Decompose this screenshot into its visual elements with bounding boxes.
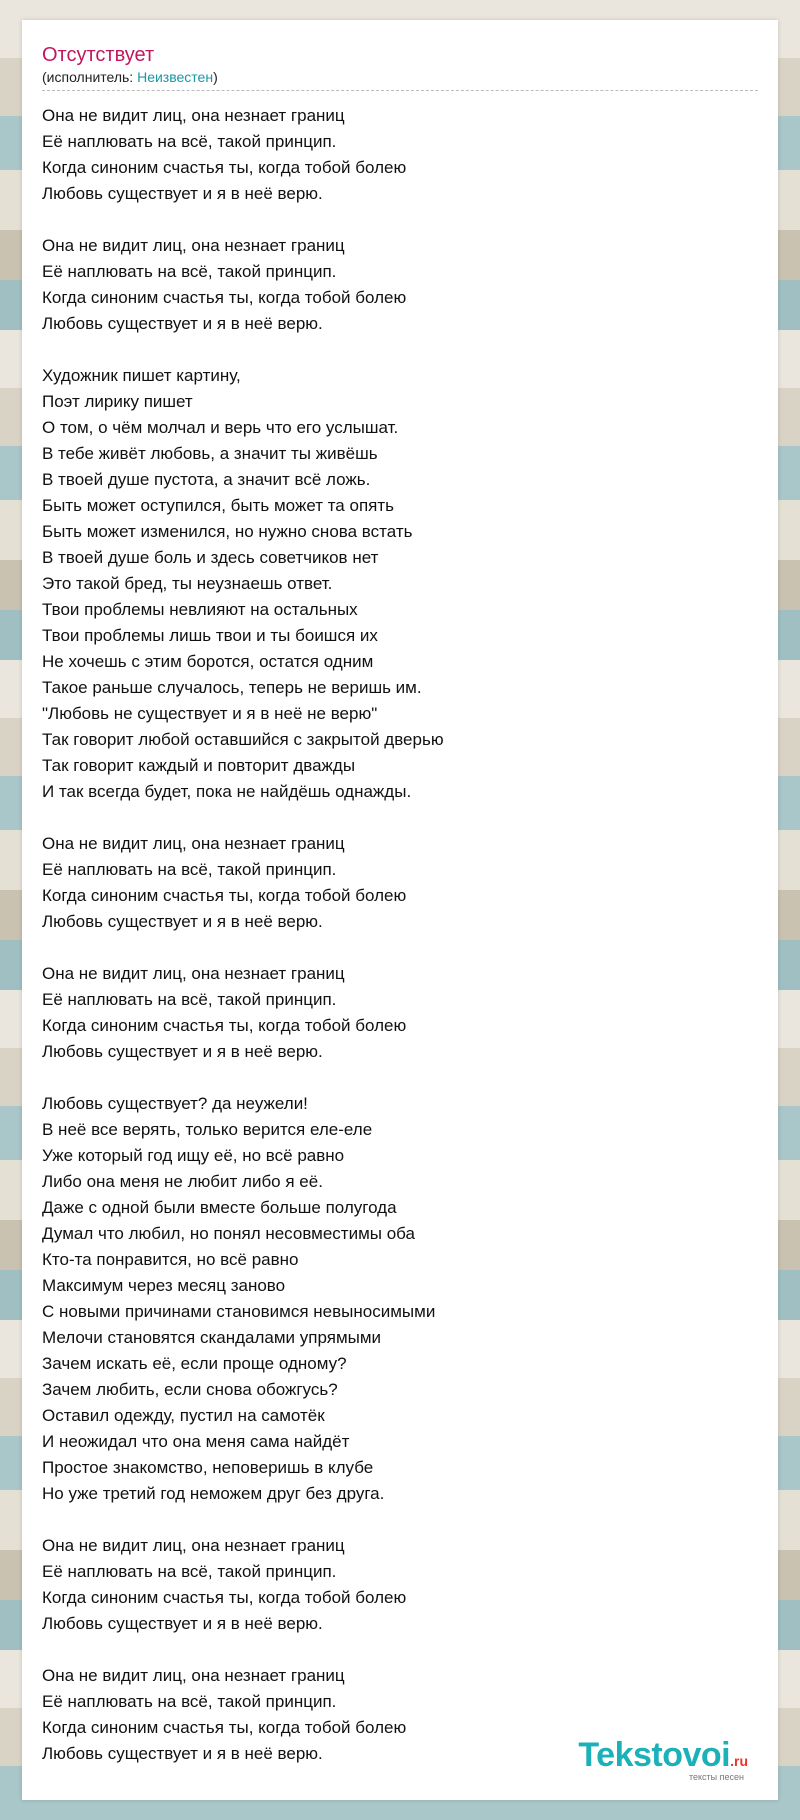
logo-tagline: тексты песен	[688, 1772, 744, 1782]
lyric-line: Её наплювать на всё, такой принцип.	[42, 990, 337, 1009]
lyric-line: Когда синоним счастья ты, когда тобой болею	[42, 1016, 407, 1035]
lyric-line: Зачем любить, если снова обожгусь?	[42, 1380, 338, 1399]
stanza	[42, 1091, 758, 1507]
lyric-line: И так всегда будет, пока не найдёшь однажды.	[42, 782, 412, 801]
lyric-line: Быть может оступился, быть может та опять	[42, 496, 394, 515]
lyric-line: Либо она меня не любит либо я её.	[42, 1172, 323, 1191]
lyric-line: Художник пишет картину,	[42, 366, 241, 385]
lyric-line: Поэт лирику пишет	[42, 392, 193, 411]
lyric-line: Она не видит лиц, она незнает границ	[42, 106, 345, 125]
lyric-line: Любовь существует и я в неё верю.	[42, 1614, 323, 1633]
lyric-line: Простое знакомство, неповеришь в клубе	[42, 1458, 374, 1477]
site-logo[interactable]	[578, 1738, 748, 1782]
lyric-line: Когда синоним счастья ты, когда тобой болею	[42, 1718, 407, 1737]
lyric-line: Она не видит лиц, она незнает границ	[42, 1536, 345, 1555]
lyric-line: Любовь существует и я в неё верю.	[42, 314, 323, 333]
lyric-line: Любовь существует и я в неё верю.	[42, 912, 323, 931]
stanza	[42, 103, 758, 207]
lyric-line: В тебе живёт любовь, а значит ты живёшь	[42, 444, 378, 463]
lyric-line: Мелочи становятся скандалами упрямыми	[42, 1328, 382, 1347]
lyric-line: Уже который год ищу её, но всё равно	[42, 1146, 345, 1165]
lyric-line: Любовь существует и я в неё верю.	[42, 1744, 323, 1763]
lyric-line: Когда синоним счастья ты, когда тобой болею	[42, 158, 407, 177]
artist-line	[42, 68, 758, 91]
lyric-line: Максимум через месяц заново	[42, 1276, 286, 1295]
song-title: Отсутствует	[42, 44, 155, 66]
logo-tld: .ru	[730, 1753, 748, 1769]
lyric-line: Её наплювать на всё, такой принцип.	[42, 860, 337, 879]
lyric-line: Её наплювать на всё, такой принцип.	[42, 262, 337, 281]
stanza	[42, 233, 758, 337]
stanza	[42, 1533, 758, 1637]
lyric-line: Это такой бред, ты неузнаешь ответ.	[42, 574, 333, 593]
lyric-line: Твои проблемы лишь твои и ты боишся их	[42, 626, 378, 645]
lyric-line: О том, о чём молчал и верь что его услышат.	[42, 418, 399, 437]
lyric-line: Так говорит каждый и повторит дважды	[42, 756, 356, 775]
logo-name: Tekstovoi	[578, 1736, 731, 1774]
lyric-line: Когда синоним счастья ты, когда тобой болею	[42, 1588, 407, 1607]
lyric-line: Не хочешь с этим боротся, остатся одним	[42, 652, 374, 671]
lyric-line: Зачем искать её, если проще одному?	[42, 1354, 347, 1373]
stanza	[42, 363, 758, 805]
stanza	[42, 961, 758, 1065]
lyric-line: Её наплювать на всё, такой принцип.	[42, 1562, 337, 1581]
lyric-line: Твои проблемы невлияют на остальных	[42, 600, 358, 619]
lyric-line: В твоей душе пустота, а значит всё ложь.	[42, 470, 371, 489]
artist-prefix: (исполнитель:	[42, 69, 138, 85]
lyric-line: В твоей душе боль и здесь советчиков нет	[42, 548, 379, 567]
lyric-line: "Любовь не существует и я в неё не верю"	[42, 704, 378, 723]
lyric-line: Когда синоним счастья ты, когда тобой болею	[42, 288, 407, 307]
lyric-line: Она не видит лиц, она незнает границ	[42, 964, 345, 983]
lyric-line: Её наплювать на всё, такой принцип.	[42, 132, 337, 151]
lyric-line: Любовь существует? да неужели!	[42, 1094, 308, 1113]
lyric-line: Так говорит любой оставшийся с закрытой дверью	[42, 730, 444, 749]
artist-link[interactable]: Неизвестен	[137, 69, 214, 85]
lyric-line: Любовь существует и я в неё верю.	[42, 1042, 323, 1061]
lyric-line: Любовь существует и я в неё верю.	[42, 184, 323, 203]
lyric-line: Но уже третий год неможем друг без друга.	[42, 1484, 385, 1503]
lyric-line: С новыми причинами становимся невыносимыми	[42, 1302, 436, 1321]
lyric-line: Думал что любил, но понял несовместимы оба	[42, 1224, 415, 1243]
lyric-line: Быть может изменился, но нужно снова встать	[42, 522, 413, 541]
lyric-line: Её наплювать на всё, такой принцип.	[42, 1692, 337, 1711]
lyric-line: Она не видит лиц, она незнает границ	[42, 236, 345, 255]
stanza	[42, 831, 758, 935]
lyric-line: Оставил одежду, пустил на самотёк	[42, 1406, 325, 1425]
lyrics-card	[22, 20, 778, 1800]
artist-suffix: )	[213, 69, 218, 85]
lyric-line: Когда синоним счастья ты, когда тобой болею	[42, 886, 407, 905]
lyric-line: Такое раньше случалось, теперь не веришь им.	[42, 678, 422, 697]
lyric-line: В неё все верять, только верится еле-еле	[42, 1120, 373, 1139]
lyric-line: Она не видит лиц, она незнает границ	[42, 1666, 345, 1685]
lyric-line: Даже с одной были вместе больше полугода	[42, 1198, 397, 1217]
lyric-line: Кто-та понравится, но всё равно	[42, 1250, 299, 1269]
lyrics-body	[42, 103, 758, 1767]
lyric-line: И неожидал что она меня сама найдёт	[42, 1432, 350, 1451]
lyric-line: Она не видит лиц, она незнает границ	[42, 834, 345, 853]
